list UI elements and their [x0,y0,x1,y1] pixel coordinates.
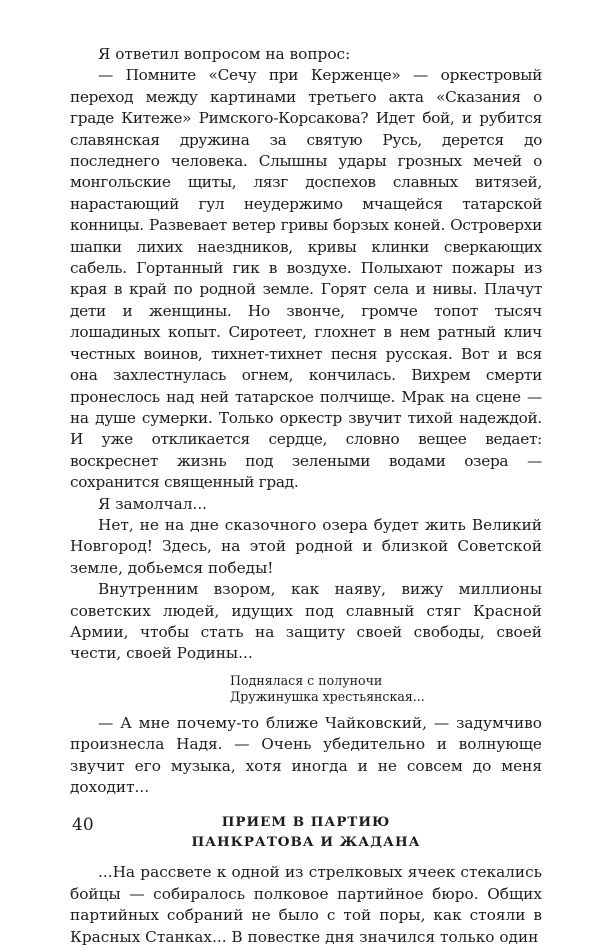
paragraph-novgorod: Нет, не на дне сказочного озера будет жить Великий Новгород! Здесь, на этой родной и близкой Советской земле, добьемся победы! [70,515,542,577]
paragraph-answer-intro: Я ответил вопросом на вопрос: [98,45,351,63]
verse-quote [230,673,542,705]
paragraph-silence: Я замолчал... [98,494,208,513]
book-page [70,44,542,948]
paragraph-inner-vision: Внутренним взором, как наяву, вижу миллионы советских людей, идущих под славный стяг Красной Армии, чтобы стать на защиту своей свободы, своей чести, своей Родины... [70,580,542,663]
verse-line: Поднялася с полуночи [230,672,383,688]
paragraph-kitezh-battle: — Помните «Сечу при Керженце» — оркестровый переход между картинами третьего акта «Сказания о граде Китеже» Римского-Корсакова? Идет бой, и рубится славянская дружина за святую Русь, дерется до последнего человека. Слышны удары грозных мечей о монгольские щиты, лязг доспехов славных витязей, нарастающий гул неудержимо мчащейся татарской конницы. Развевает ветер гривы борзых коней. Островерхи шапки лихих наездников, кривы клинки сверкающих сабель. Гортанный гик в воздухе. Полыхают пожары из края в край по родной земле. Горят села и нивы. Плачут дети и женщины. Но звонче, громче топот тысяч лошадиных копыт. Сиротеет, глохнет в нем ратный клич честных воинов, тихнет-тихнет песня русская. Вот и вся она захлестнулась огнем, кончилась. Вихрем смерти пронеслось над ней татарское полчище. Мрак на сцене — на душе сумерки. Только оркестр звучит тихой надеждой. И уже откликается сердце, словно вещее ведает: воскреснет жизнь под зелеными водами озера — сохранится священный град. [70,66,542,492]
section-heading [70,812,542,852]
page-number: 40 [72,815,94,835]
section-heading-line: ПАНКРАТОВА И ЖАДАНА [191,834,421,851]
paragraph-party-bureau: ...На рассвете к одной из стрелковых ячеек стекались бойцы — собиралось полковое партийное бюро. Общих партийных собраний не было с той поры, как стояли в Красных Станках... В повестке дня значился только один [70,863,542,946]
paragraph-tchaikovsky: — А мне почему-то ближе Чайковский, — задумчиво произнесла Надя. — Очень убедительно и волнующе звучит его музыка, хотя иногда и не совсем до меня доходит... [70,713,542,796]
verse-line: Дружинушка хрестьянская... [230,688,425,704]
section-heading-line: ПРИЕМ В ПАРТИЮ [221,814,391,831]
